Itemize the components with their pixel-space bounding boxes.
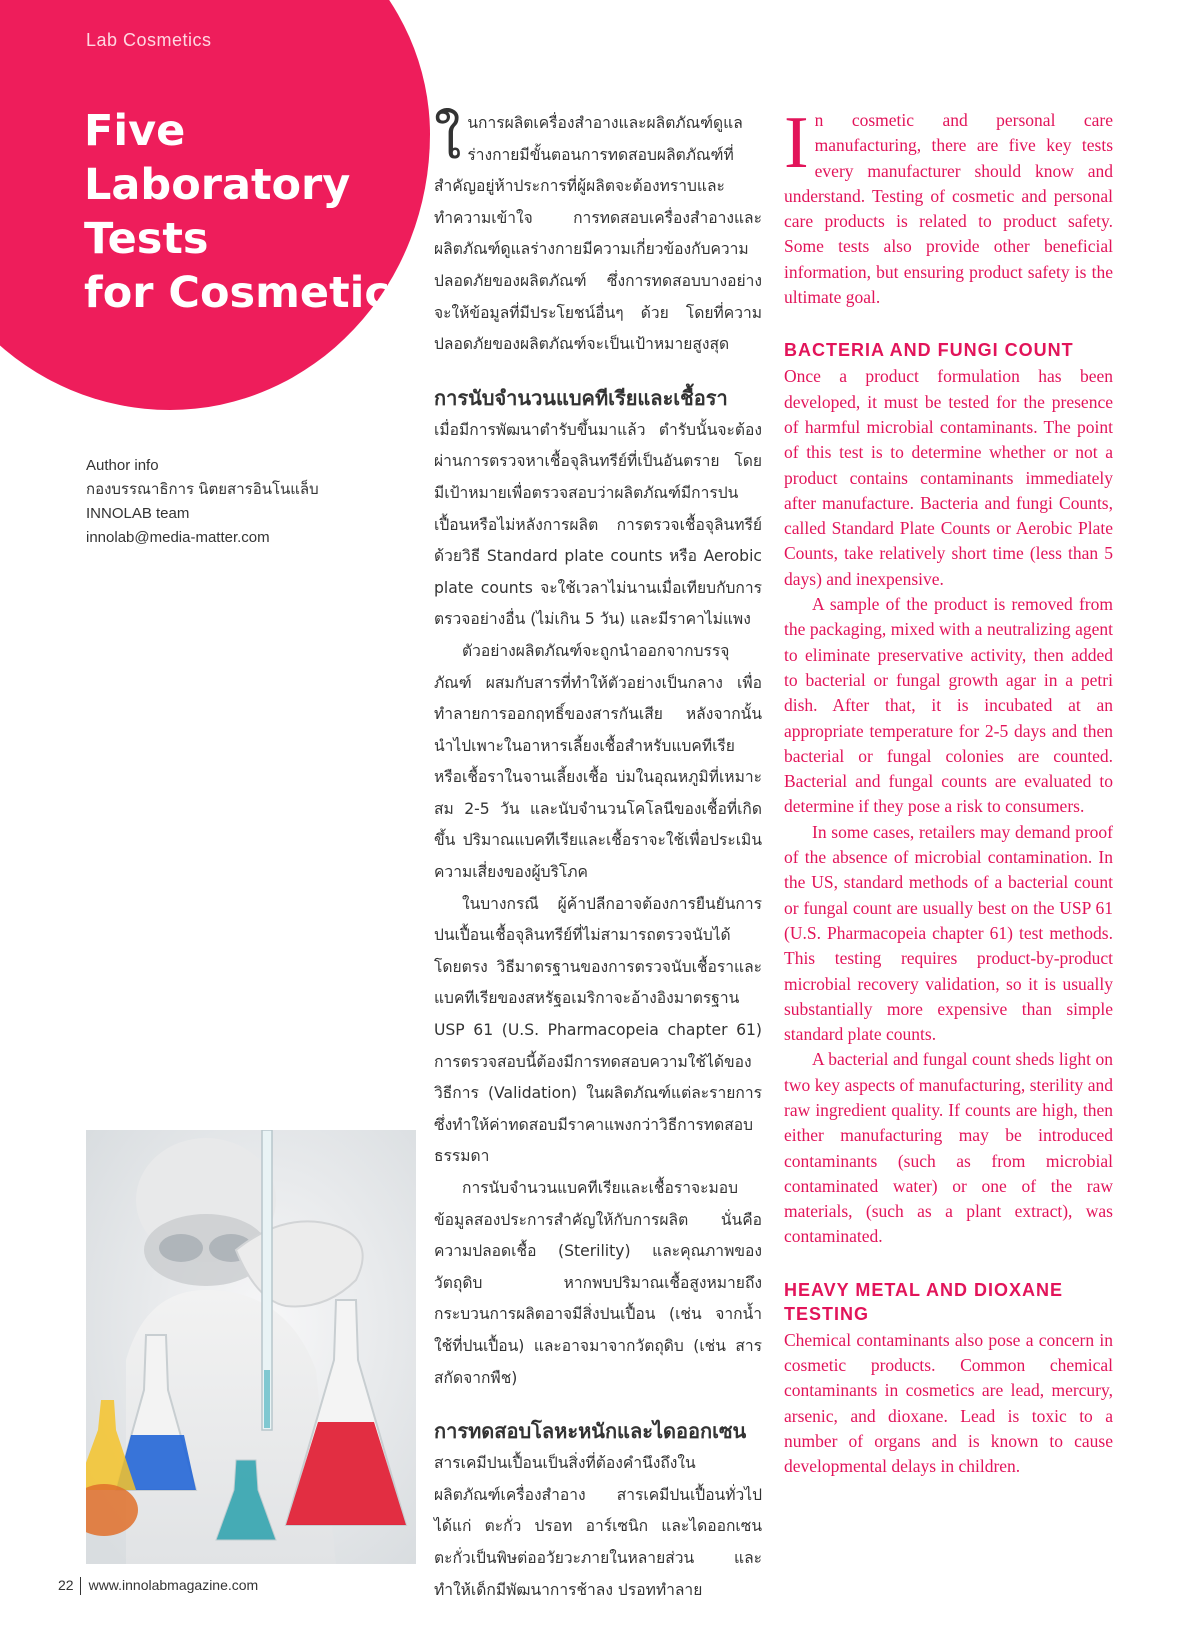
english-article-column	[784, 102, 1113, 1480]
lab-illustration	[86, 1130, 416, 1564]
english-paragraph: A bacterial and fungal count sheds light on two key aspects of manufacturing, sterility and raw ingredient quality. If counts are high, then either manufacturing may be introduced contaminants (such as from microbial contaminated water) or one of the raw materials, (such as a plant extract), was contaminated.	[784, 1049, 1113, 1247]
thai-paragraph: เมื่อมีการพัฒนาตำรับขึ้นมาแล้ว ตำรับนั้นจะต้องผ่านการตรวจหาเชื้อจุลินทรีย์ที่เป็นอันตราย โดยมีเป้าหมายเพื่อตรวจสอบว่าผลิตภัณฑ์มีการปนเปื้อนหรือไม่หลังการผลิต การตรวจเชื้อจุลินทรีย์ด้วยวิธี Standard plate counts หรือ Aerobic plate counts จะใช้เวลาไม่นานเมื่อเทียบกับการตรวจอย่างอื่น (ไม่เกิน 5 วัน) และมีราคาไม่แพง	[434, 420, 762, 629]
thai-paragraph: ในบางกรณี ผู้ค้าปลีกอาจต้องการยืนยันการปนเปื้อนเชื้อจุลินทรีย์ที่ไม่สามารถตรวจนับได้โดยตรง วิธีมาตรฐานของการตรวจนับเชื้อราและแบคทีเรียของสหรัฐอเมริกาจะอ้างอิงมาตรฐาน USP 61 (U.S. Pharmacopeia chapter 61) การตรวจสอบนี้ต้องมีการทดสอบความใช้ได้ของวิธีการ (Validation) ในผลิตภัณฑ์แต่ละรายการ ซึ่งทำให้ค่าทดสอบมีราคาแพงกว่าวิธีการทดสอบธรรมดา	[434, 894, 762, 1166]
thai-paragraph: การนับจำนวนแบคทีเรียและเชื้อราจะมอบข้อมูลสองประการสำคัญให้กับการผลิต นั่นคือความปลอดเชื้อ (Sterility) และคุณภาพของวัตถุดิบ หากพบปริมาณเชื้อสูงหมายถึงกระบวนการผลิตอาจมีสิ่งปนเปื้อน (เช่น จากน้ำใช้ที่ปนเปื้อน) และอาจมาจากวัตถุดิบ (เช่น สารสกัดจากพืช)	[434, 1179, 762, 1387]
title-line: Tests	[84, 214, 209, 264]
author-line: INNOLAB team	[86, 505, 190, 522]
thai-paragraph: ตัวอย่างผลิตภัณฑ์จะถูกนำออกจากบรรจุภัณฑ์ ผสมกับสารที่ทำให้ตัวอย่างเป็นกลาง เพื่อทำลายการออกฤทธิ์ของสารกันเสีย หลังจากนั้นนำไปเพาะในอาหารเลี้ยงเชื้อสำหรับแบคทีเรียหรือเชื้อราในจานเลี้ยงเชื้อ บ่มในอุณหภูมิที่เหมาะสม 2-5 วัน และนับจำนวนโคโลนีของเชื้อที่เกิดขึ้น ปริมาณแบคทีเรียและเชื้อราจะใช้เพื่อประเมินความเสี่ยงของผู้บริโภค	[434, 641, 762, 882]
english-heading-heavy-metal: HEAVY METAL AND DIOXANE TESTING	[784, 1279, 1064, 1324]
thai-paragraph: สารเคมีปนเปื้อนเป็นสิ่งที่ต้องคำนึงถึงในผลิตภัณฑ์เครื่องสำอาง สารเคมีปนเปื้อนทั่วไปได้แก่ ตะกั่ว ปรอท อาร์เซนิก และไดออกเซน ตะกั่วเป็นพิษต่ออวัยวะภายในหลายส่วน และทำให้เด็กมีพัฒนาการช้าลง ปรอททำลาย	[434, 1454, 762, 1599]
article-title	[84, 104, 414, 320]
lab-scientist-photo	[86, 1130, 416, 1564]
english-paragraph: In some cases, retailers may demand proof of the absence of microbial contamination. In the US, standard methods of a bacterial count or fungal count are usually best on the USP 61 (U.S. Pharmacopeia chapter 61) test methods. This testing requires product-by-product microbial recovery validation, so it is usually substantially more expensive than simple standard plate counts.	[784, 821, 1113, 1045]
thai-dropcap: ใ	[434, 107, 462, 172]
author-line: กองบรรณาธิการ นิตยสารอินโนแล็บ	[86, 481, 319, 498]
english-paragraph: Chemical contaminants also pose a concern in cosmetic products. Common chemical contaminants in cosmetics are lead, mercury, arsenic, and dioxane. Lead is toxic to a number of organs and is known to cause developmental delays in children.	[784, 1329, 1113, 1477]
title-line: Five	[84, 106, 186, 156]
footer-website-link[interactable]: www.innolabmagazine.com	[88, 1577, 259, 1593]
title-line: Laboratory	[84, 160, 351, 210]
page-footer	[58, 1577, 258, 1595]
page-number: 22	[58, 1577, 74, 1593]
footer-divider	[80, 1577, 81, 1595]
thai-intro-text: นการผลิตเครื่องสำอางและผลิตภัณฑ์ดูแลร่างกายมีขั้นตอนการทดสอบผลิตภัณฑ์ที่สำคัญอยู่ห้าประการที่ผู้ผลิตจะต้องทราบและทำความเข้าใจ การทดสอบเครื่องสำอางและผลิตภัณฑ์ดูแลร่างกายมีความเกี่ยวข้องกับความปลอดภัยของผลิตภัณฑ์ ซึ่งการทดสอบบางอย่างจะให้ข้อมูลที่มีประโยชน์อื่นๆ ด้วย โดยที่ความปลอดภัยของผลิตภัณฑ์จะเป็นเป้าหมายสูงสุด	[434, 114, 762, 354]
author-email: innolab@media-matter.com	[86, 529, 270, 546]
thai-heading-heavy-metal: การทดสอบโลหะหนักและไดออกเซน	[434, 1419, 747, 1444]
english-intro-text: n cosmetic and personal care manufacturing, there are five key tests every manufacturer should know and understand. Testing of cosmetic and personal care products is related to product safety. Some tests also provide other beneficial information, but ensuring product safety is the ultimate goal.	[784, 110, 1113, 308]
section-label: Lab Cosmetics	[86, 30, 212, 50]
english-paragraph: A sample of the product is removed from the packaging, mixed with a neutralizing agent to eliminate preservative activity, then added to bacterial or fungal growth agar in a petri dish. After that, it is incubated at an appropriate temperature for 2-5 days and then bacterial or fungal colonies are counted. Bacterial and fungal counts are evaluated to determine if they pose a risk to consumers.	[784, 594, 1113, 817]
author-info	[86, 454, 319, 550]
thai-heading-bacteria: การนับจำนวนแบคทีเรียและเชื้อรา	[434, 385, 728, 410]
author-heading: Author info	[86, 457, 159, 474]
english-intro-paragraph	[784, 102, 1113, 310]
english-heading-bacteria: BACTERIA AND FUNGI COUNT	[784, 340, 1074, 361]
english-dropcap: I	[784, 102, 809, 184]
thai-article-column	[434, 108, 762, 1606]
thai-intro-paragraph	[434, 108, 762, 361]
english-paragraph: Once a product formulation has been developed, it must be tested for the presence of harmful microbial contaminants. The point of this test is to determine whether or not a product contains contaminants immediately after manufacture. Bacteria and fungi Counts, called Standard Plate Counts or Aerobic Plate Counts, take relatively short time (less than 5 days) and inexpensive.	[784, 366, 1113, 589]
title-line: for Cosmetics	[84, 268, 416, 318]
